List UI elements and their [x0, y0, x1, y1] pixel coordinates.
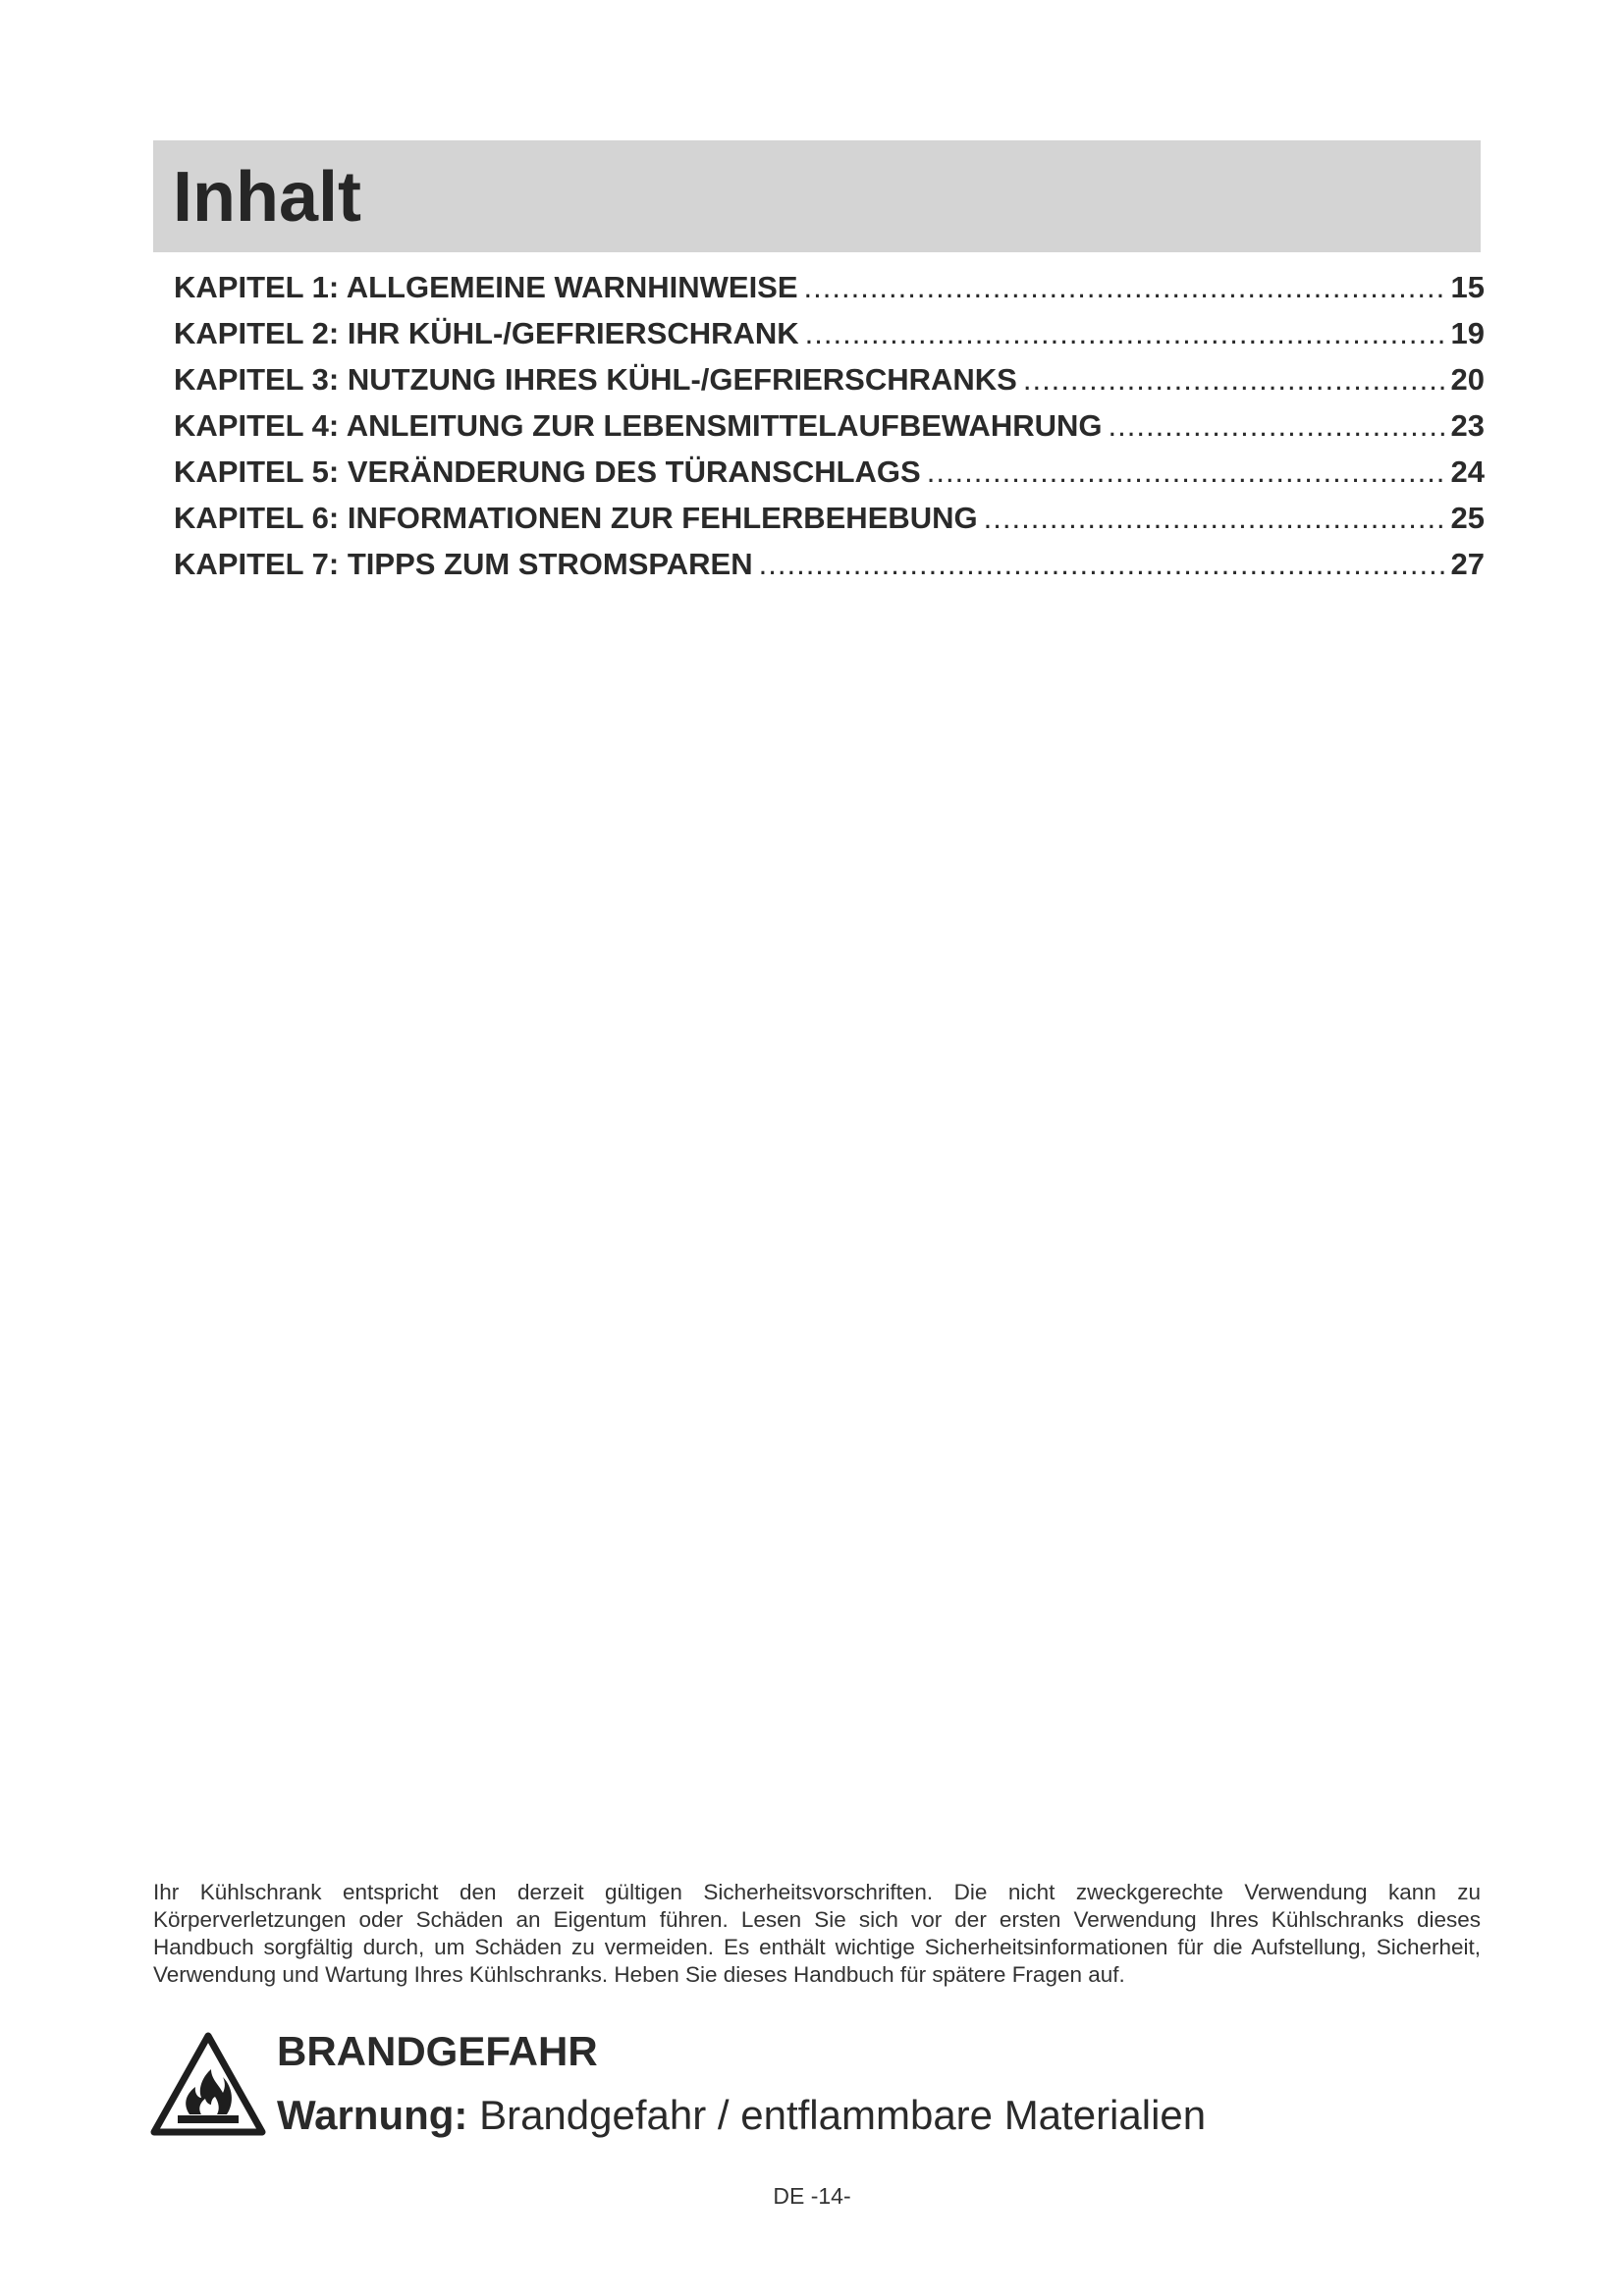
- page-number: DE -14-: [773, 2183, 851, 2209]
- hazard-title: BRANDGEFAHR: [277, 2028, 598, 2074]
- toc-dot-leader: [927, 454, 1445, 490]
- toc-dot-leader: [759, 547, 1445, 582]
- toc-entry-page: 20: [1450, 362, 1485, 397]
- toc-dot-leader: [804, 270, 1445, 305]
- toc-entry-page: 25: [1450, 501, 1485, 535]
- hazard-warning: [277, 2092, 1207, 2138]
- toc-entry-label: KAPITEL 1: ALLGEMEINE WARNHINWEISE: [174, 270, 798, 304]
- toc-entry-label: KAPITEL 3: NUTZUNG IHRES KÜHL-/GEFRIERSCHRANKS: [174, 362, 1017, 397]
- toc-dot-leader: [1109, 408, 1445, 444]
- toc-entry-label: KAPITEL 7: TIPPS ZUM STROMSPAREN: [174, 547, 753, 581]
- toc-entry-page: 15: [1450, 270, 1485, 304]
- toc-entry-chapter-2[interactable]: [174, 316, 1485, 362]
- toc-entry-chapter-3[interactable]: [174, 362, 1485, 408]
- fire-warning-icon: [150, 2032, 266, 2136]
- toc-dot-leader: [805, 316, 1445, 351]
- toc-entry-page: 24: [1450, 454, 1485, 489]
- toc-entry-label: KAPITEL 2: IHR KÜHL-/GEFRIERSCHRANK: [174, 316, 799, 350]
- toc-entry-label: KAPITEL 5: VERÄNDERUNG DES TÜRANSCHLAGS: [174, 454, 921, 489]
- hazard-warning-label: Warnung:: [277, 2092, 468, 2138]
- toc-entry-chapter-7[interactable]: [174, 547, 1485, 593]
- toc-entry-chapter-1[interactable]: [174, 270, 1485, 316]
- toc-entry-label: KAPITEL 4: ANLEITUNG ZUR LEBENSMITTELAUFBEWAHRUNG: [174, 408, 1103, 443]
- toc-dot-leader: [984, 501, 1445, 536]
- toc-entry-chapter-5[interactable]: [174, 454, 1485, 501]
- toc-entry-page: 19: [1450, 316, 1485, 350]
- hazard-warning-text: Brandgefahr / entflammbare Materialien: [467, 2092, 1207, 2138]
- title-bar: [153, 140, 1481, 252]
- page-title: Inhalt: [173, 158, 361, 237]
- table-of-contents: [174, 270, 1485, 593]
- toc-entry-label: KAPITEL 6: INFORMATIONEN ZUR FEHLERBEHEBUNG: [174, 501, 978, 535]
- toc-entry-chapter-6[interactable]: [174, 501, 1485, 547]
- toc-dot-leader: [1023, 362, 1445, 398]
- intro-paragraph: Ihr Kühlschrank entspricht den derzeit gültigen Sicherheitsvorschriften. Die nicht zweckgerechte Verwendung kann zu Körperverletzungen oder Schäden an Eigentum führen. Lesen Sie sich vor der ersten Verwendung Ihres Kühlschranks dieses Handbuch sorgfältig durch, um Schäden zu vermeiden. Es enthält wichtige Sicherheitsinformationen für die Aufstellung, Sicherheit, Verwendung und Wartung Ihres Kühlschranks. Heben Sie dieses Handbuch für spätere Fragen auf.: [153, 1880, 1481, 1987]
- toc-entry-page: 27: [1450, 547, 1485, 581]
- toc-entry-chapter-4[interactable]: [174, 408, 1485, 454]
- toc-entry-page: 23: [1450, 408, 1485, 443]
